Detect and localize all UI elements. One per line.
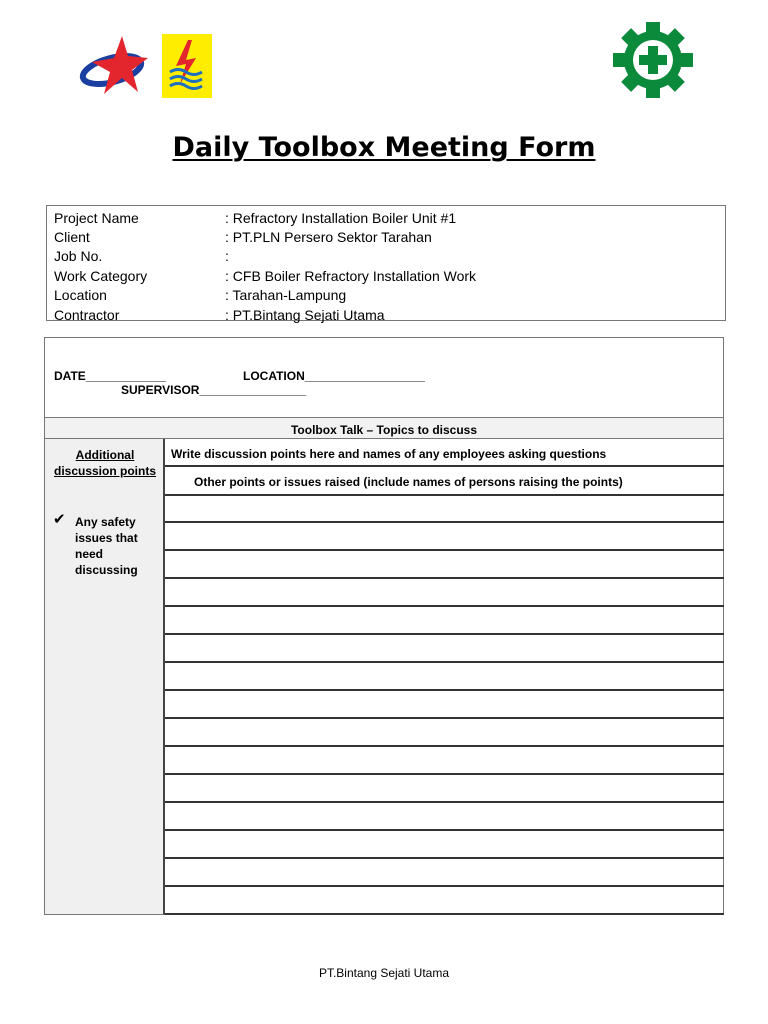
writing-line	[165, 689, 724, 691]
page-title: Daily Toolbox Meeting Form	[172, 132, 596, 163]
checkmark-icon: ✔	[53, 511, 66, 528]
footer-company: PT.Bintang Sejati Utama	[318, 966, 450, 980]
writing-line	[165, 661, 724, 663]
info-value: : PT.Bintang Sejati Utama	[225, 307, 385, 323]
writing-line	[165, 494, 724, 496]
info-value: : CFB Boiler Refractory Installation Work	[225, 268, 477, 284]
project-info-box	[46, 205, 726, 321]
writing-line	[165, 521, 724, 523]
additional-points-column	[44, 439, 165, 915]
discussion-points-area[interactable]	[165, 439, 724, 915]
date-field[interactable]: DATE____________	[54, 369, 166, 383]
meeting-details-box	[44, 337, 724, 417]
star-logo-icon	[78, 34, 150, 98]
pln-logo-icon	[162, 34, 212, 98]
safety-issues-bullet: Any safety issues that need discussing	[75, 515, 138, 577]
info-label: Work Category	[54, 268, 148, 284]
writing-line	[165, 577, 724, 579]
info-label: Project Name	[54, 210, 139, 226]
info-value: : PT.PLN Persero Sektor Tarahan	[225, 229, 432, 245]
writing-line	[165, 465, 724, 467]
writing-line	[165, 549, 724, 551]
writing-line	[165, 605, 724, 607]
writing-line	[165, 885, 724, 887]
location-field[interactable]: LOCATION__________________	[243, 369, 425, 383]
writing-line	[165, 913, 724, 915]
info-value: :	[225, 248, 229, 264]
info-label: Client	[54, 229, 90, 245]
supervisor-field[interactable]: SUPERVISOR________________	[121, 383, 307, 397]
writing-line	[165, 633, 724, 635]
writing-line	[165, 829, 724, 831]
info-label: Job No.	[54, 248, 103, 264]
other-points-text: Other points or issues raised (include names of persons raising the points)	[194, 475, 623, 489]
toolbox-talk-header: Toolbox Talk – Topics to discuss	[44, 417, 724, 439]
info-label: Location	[54, 287, 107, 303]
instruction-text: Write discussion points here and names of any employees asking questions	[171, 447, 607, 461]
safety-gear-icon	[612, 22, 694, 98]
info-value: : Refractory Installation Boiler Unit #1	[225, 210, 457, 226]
info-value: : Tarahan-Lampung	[225, 287, 347, 303]
writing-line	[165, 857, 724, 859]
additional-points-title: Additional discussion points	[53, 448, 156, 478]
info-label: Contractor	[54, 307, 120, 323]
writing-line	[165, 745, 724, 747]
writing-line	[165, 773, 724, 775]
writing-line	[165, 717, 724, 719]
writing-line	[165, 801, 724, 803]
